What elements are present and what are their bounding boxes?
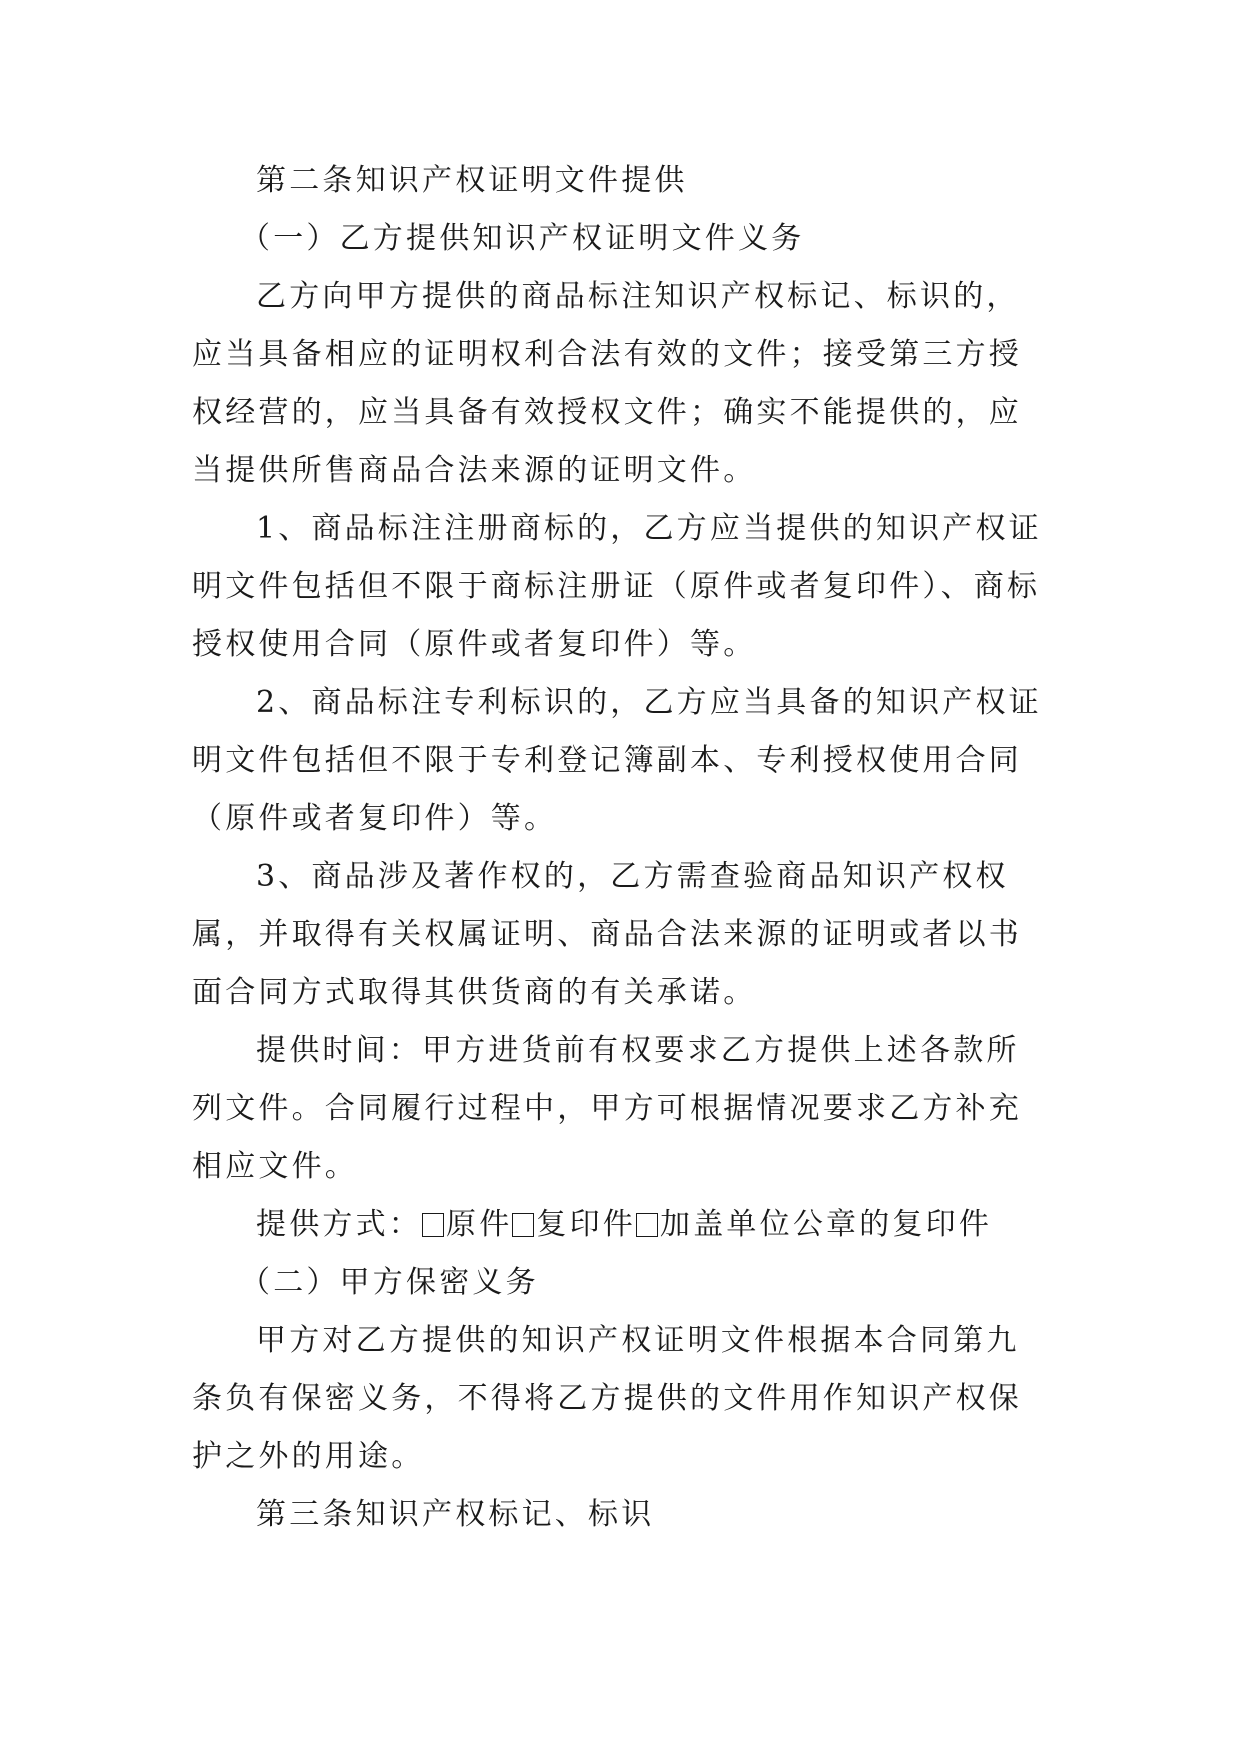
option-copy-label: 复印件 xyxy=(536,1207,637,1242)
provide-method-row xyxy=(192,1196,1052,1254)
confidential-paragraph: 甲方对乙方提供的知识产权证明文件根据本合同第九条负有保密义务，不得将乙方提供的文件用作知识产权保护之外的用途。 xyxy=(192,1323,1022,1474)
section-2-title: （二）甲方保密义务 xyxy=(240,1265,539,1300)
checkbox-original[interactable] xyxy=(422,1213,444,1237)
option-sealed-copy-label: 加盖单位公章的复印件 xyxy=(660,1207,993,1242)
item-3-paragraph: 3、商品涉及著作权的，乙方需查验商品知识产权权属，并取得有关权属证明、商品合法来源的证明或者以书面合同方式取得其供货商的有关承诺。 xyxy=(192,859,1022,1010)
article-2-heading: 第二条知识产权证明文件提供 xyxy=(256,163,688,198)
item-2-paragraph: 2、商品标注专利标识的，乙方应当具备的知识产权证明文件包括但不限于专利登记簿副本、专利授权使用合同（原件或者复印件）等。 xyxy=(192,685,1042,836)
section-1-title: （一）乙方提供知识产权证明文件义务 xyxy=(240,221,805,256)
provide-method-label: 提供方式： xyxy=(256,1207,422,1242)
intro-paragraph: 乙方向甲方提供的商品标注知识产权标记、标识的，应当具备相应的证明权利合法有效的文件；接受第三方授权经营的，应当具备有效授权文件；确实不能提供的，应当提供所售商品合法来源的证明文件。 xyxy=(192,279,1022,488)
option-original-label: 原件 xyxy=(446,1207,513,1242)
document-body xyxy=(192,152,1052,1544)
provide-time-paragraph: 提供时间：甲方进货前有权要求乙方提供上述各款所列文件。合同履行过程中，甲方可根据情况要求乙方补充相应文件。 xyxy=(192,1033,1022,1184)
article-3-heading: 第三条知识产权标记、标识 xyxy=(256,1497,655,1532)
checkbox-sealed-copy[interactable] xyxy=(636,1213,658,1237)
item-1-paragraph: 1、商品标注注册商标的，乙方应当提供的知识产权证明文件包括但不限于商标注册证（原件或者复印件）、商标授权使用合同（原件或者复印件）等。 xyxy=(192,511,1042,662)
checkbox-copy[interactable] xyxy=(512,1213,534,1237)
